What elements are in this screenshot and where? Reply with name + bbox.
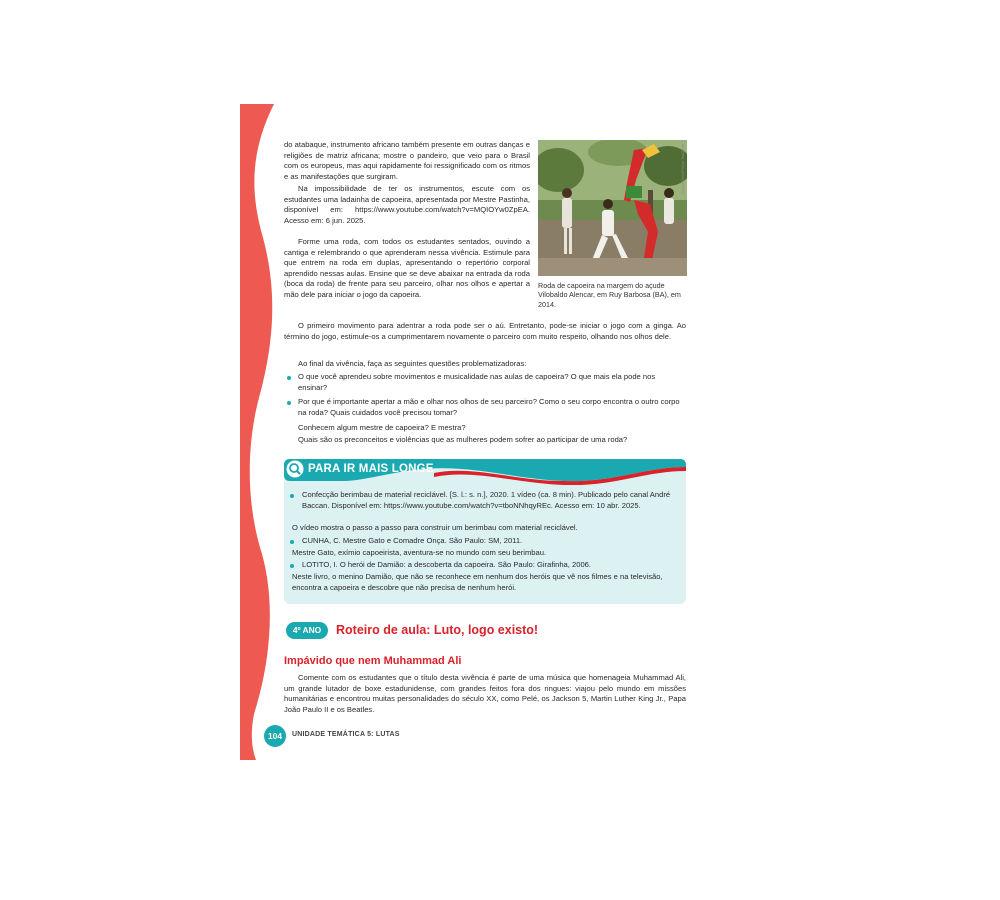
photo-caption: Roda de capoeira na margem do açude Vilobaldo Alencar, em Ruy Barbosa (BA), em 2014.: [538, 281, 681, 309]
unit-footer: UNIDADE TEMÁTICA 5: LUTAS: [292, 731, 400, 738]
textbook-page: [240, 104, 700, 760]
reference-2-description: Mestre Gato, exímio capoeirista, aventura-se no mundo com seu berimbau.: [292, 548, 547, 557]
reference-1-description: O vídeo mostra o passo a passo para construir um berimbau com material reciclável.: [292, 523, 578, 532]
question-2: Por que é importante apertar a mão e olhar nos olhos de seu parceiro? Como o seu corpo encontra o outro corpo na roda? Quais cuidados você precisou tomar?: [298, 397, 680, 417]
reference-3: LOTITO, I. O herói de Damião: a descoberta da capoeira. São Paulo: Girafinha, 2006.: [302, 560, 592, 569]
grade-badge: 4º ANO: [286, 622, 328, 639]
paragraph-2: Na impossibilidade de ter os instrumentos, escute com os estudantes uma ladainha de capoeira, apresentada por Mestre Pastinha, disponível em: https://www.youtube.com/watch?v=MQIOYw0ZpEA. Acesso em: 6 jun. 2025.: [284, 184, 530, 225]
photo-credit: Cesar Diniz/Pulsar Imagens: [680, 144, 685, 194]
bullet-dot: [290, 564, 294, 568]
page-number: 104: [264, 725, 286, 747]
paragraph-3: Forme uma roda, com todos os estudantes sentados, ouvindo a cantiga e relembrando o que aprenderam nessa vivência. Estimule para que entrem na roda em duplas, apresentando o repertório corporal aprendido nessas aulas. Ensine que se deve abaixar na entrada da roda (boca da roda) de frente para seu parceiro, olhar nos olhos e apertar a mão dele para iniciar o jogo da capoeira.: [284, 237, 530, 299]
paragraph-1: do atabaque, instrumento africano também presente em outras danças e religiões de matriz africana; mostre o pandeiro, que veio para o Brasil com os europeus, mas aqui rapidamente foi ressignificado com os ritmos e as manifestações que surgiram.: [284, 140, 530, 181]
reference-3-description: Neste livro, o menino Damião, que não se reconhece em nenhum dos heróis que vê nos filmes e na televisão, encontra a capoeira e descobre que não precisa de nenhum herói.: [292, 572, 663, 592]
reference-2: CUNHA, C. Mestre Gato e Comadre Onça. São Paulo: SM, 2011.: [302, 536, 523, 545]
question-1: O que você aprendeu sobre movimentos e musicalidade nas aulas de capoeira? O que mais ela pode nos ensinar?: [298, 372, 656, 392]
question-4: Quais são os preconceitos e violências que as mulheres podem sofrer ao participar de uma roda?: [298, 435, 628, 444]
magnifier-icon: [286, 460, 304, 478]
reference-1: Confecção berimbau de material reciclável. [S. l.: s. n.], 2020. 1 vídeo (ca. 8 min). Publicado pelo canal André Baccan. Disponível em: https://www.youtube.com/watch?v=tboNNhqyREc. Acesso em: 10 abr. 2025.: [302, 490, 671, 510]
paragraph-5: Ao final da vivência, faça as seguintes questões problematizadoras:: [298, 359, 527, 368]
lesson-title: Roteiro de aula: Luto, logo existo!: [336, 623, 539, 637]
question-3: Conhecem algum mestre de capoeira? E mestra?: [298, 423, 466, 432]
paragraph-4: O primeiro movimento para adentrar a roda pode ser o aú. Entretanto, pode-se iniciar o jogo com a ginga. Ao término do jogo, estimule-os a cumprimentarem novamente o parceiro com muito respeito, olhando nos olhos dele.: [284, 321, 686, 341]
capoeira-photo: [538, 140, 687, 276]
side-wave-band: [240, 104, 280, 760]
bullet-dot: [290, 494, 294, 498]
further-reading-title: PARA IR MAIS LONGE: [308, 463, 434, 475]
bullet-dot: [287, 376, 291, 380]
bullet-dot: [290, 540, 294, 544]
section-subtitle: Impávido que nem Muhammad Ali: [284, 655, 462, 667]
bullet-dot: [287, 401, 291, 405]
lesson-paragraph: Comente com os estudantes que o título desta vivência é parte de uma música que homenageia Muhammad Ali, um grande lutador de boxe estadunidense, com grandes feitos fora dos ringues: viajou pelo mundo em missões humanitárias e encontrou muitas personalidades do século XX, como Pelé, os Jackson 5, Martin Luther King Jr., Papa João Paulo II e os Beatles.: [284, 673, 686, 714]
